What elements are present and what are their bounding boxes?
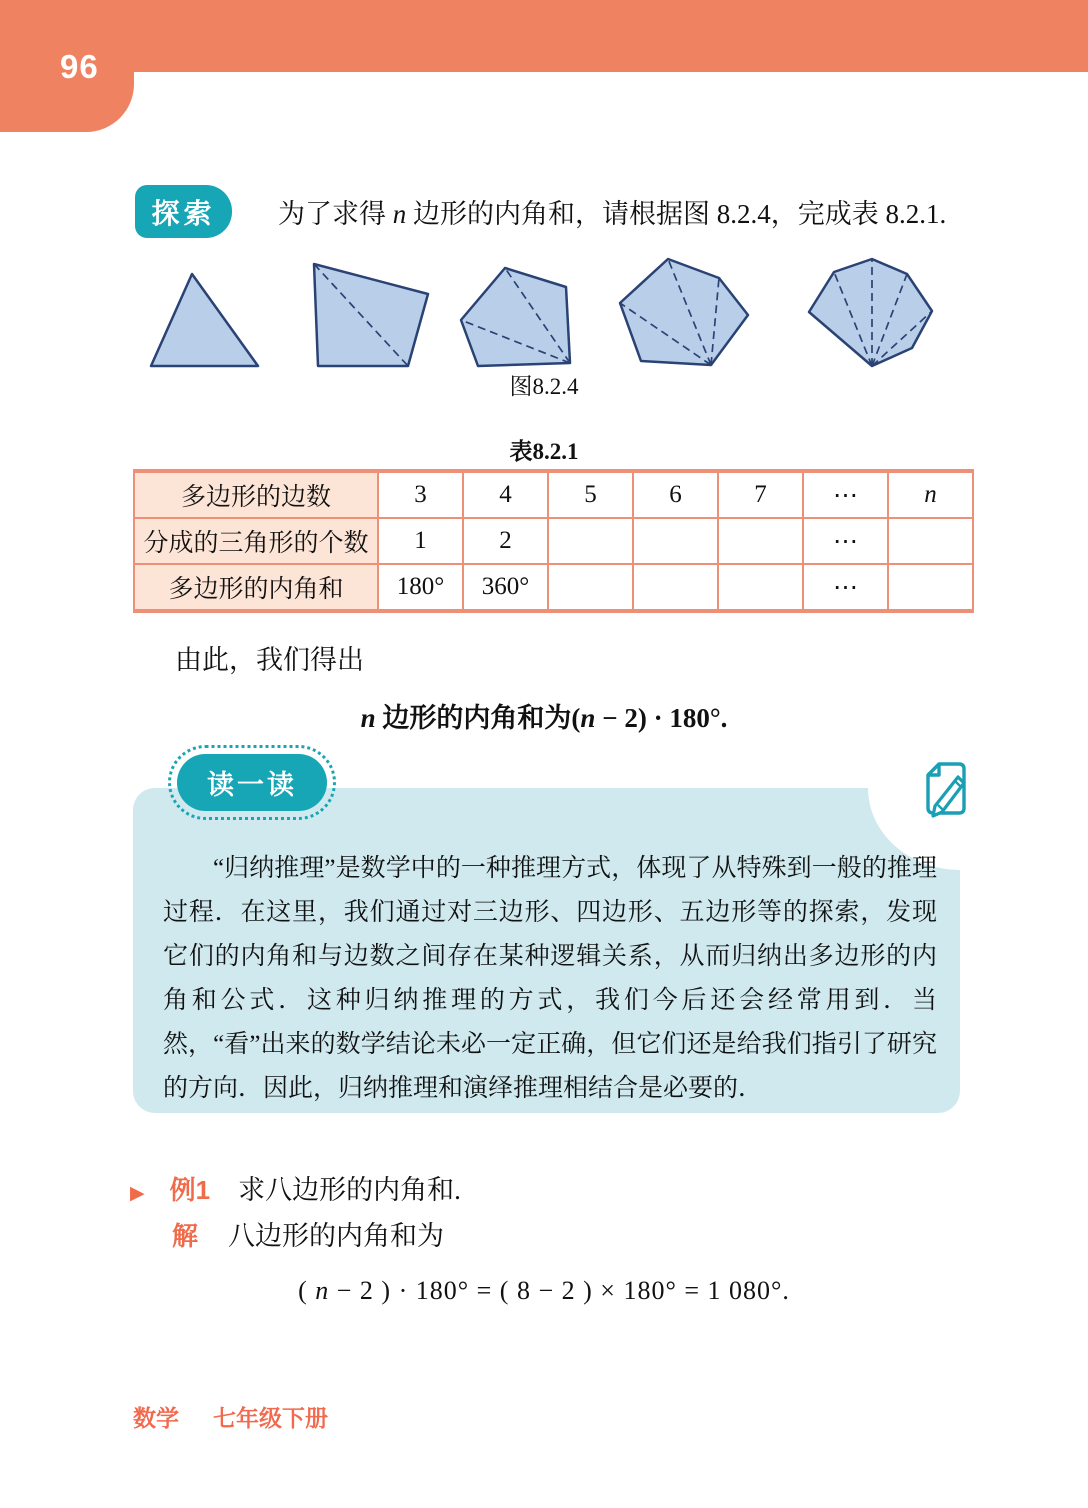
row-header-triangles: 分成的三角形的个数 [134,518,378,564]
solution-lead: 八边形的内角和为 [228,1221,445,1251]
table-cell: 2 [463,518,548,564]
explore-badge: 探索 [135,185,232,238]
example-row [130,1168,461,1207]
hexagon-figure [616,253,752,370]
table-cell-empty [633,564,718,611]
row-header-sides: 多边形的边数 [134,471,378,518]
table-cell-empty [718,518,803,564]
formula-mid: 边形的内角和为( [375,703,581,733]
read-badge: 读一读 [177,754,327,811]
example-formula-var: n [315,1276,330,1305]
polygon-figures [140,248,952,370]
figure-caption: 图8.2.4 [509,374,579,399]
solution-label: 解 [172,1221,199,1251]
solution-row [172,1214,444,1253]
table-cell: 3 [378,471,463,518]
note-pencil-icon [922,760,970,824]
conclusion-formula [0,696,1088,735]
example-marker-icon: ▶ [130,1182,145,1204]
footer-subject: 数学 [133,1405,179,1431]
table-cell: ⋯ [803,564,888,611]
formula-var-n: n [360,703,376,733]
table-cell-empty [888,518,973,564]
table-cell: 5 [548,471,633,518]
table-cell-empty [718,564,803,611]
table-cell-empty [548,518,633,564]
read-badge-ring [168,745,336,820]
table-title: 表8.2.1 [509,439,579,464]
formula-var-n: n [580,703,596,733]
table-cell: 1 [378,518,463,564]
table-cell-empty [888,564,973,611]
table-cell-n: n [888,471,973,518]
table-cell-empty [633,518,718,564]
pentagon-figure [458,265,574,370]
table-row [134,518,973,564]
example-label: 例1 [169,1175,211,1205]
polygon-angle-table [133,469,974,613]
page-footer [133,1400,362,1433]
explore-instruction [278,192,946,231]
table-cell: 180° [378,564,463,611]
table-cell-empty [548,564,633,611]
table-cell: ⋯ [803,518,888,564]
table-row [134,564,973,611]
example-formula [0,1276,1088,1306]
row-header-angle-sum: 多边形的内角和 [134,564,378,611]
example-formula-pre: ( [298,1276,316,1305]
table-cell: 6 [633,471,718,518]
page-number: 96 [60,48,99,85]
table-cell: 360° [463,564,548,611]
triangle-figure [148,270,261,370]
heptagon-figure [804,256,938,370]
table-row [134,471,973,518]
explore-instruction-pre: 为了求得 [278,199,393,229]
page-header-bar [0,0,1088,72]
table-cell: 4 [463,471,548,518]
example-question: 求八边形的内角和. [238,1175,461,1205]
explore-section-header [135,185,946,238]
footer-volume: 七年级下册 [213,1405,328,1431]
explore-instruction-var: n [392,199,407,229]
table-cell: 7 [718,471,803,518]
explore-instruction-post: 边形的内角和，请根据图 8.2.4，完成表 8.2.1. [406,199,947,229]
conclusion-lead: 由此，我们得出 [175,645,364,675]
read-paragraph: “归纳推理”是数学中的一种推理方式，体现了从特殊到一般的推理过程．在这里，我们通过对三边形、四边形、五边形等的探索，发现它们的内角和与边数之间存在某种逻辑关系，从而归纳出多边形的内角和公式．这种归纳推理的方式，我们今后还会经常用到．当然，“看”出来的数学结论未必一定正确，但它们还是给我们指引了研究的方向．因此，归纳推理和演绎推理相结合是必要的． [163,855,937,1102]
example-formula-post: − 2 ) · 180° = ( 8 − 2 ) × 180° = 1 080°. [329,1276,790,1305]
table-cell: ⋯ [803,471,888,518]
quadrilateral-figure [306,260,434,370]
formula-tail: − 2) · 180°. [595,703,728,733]
